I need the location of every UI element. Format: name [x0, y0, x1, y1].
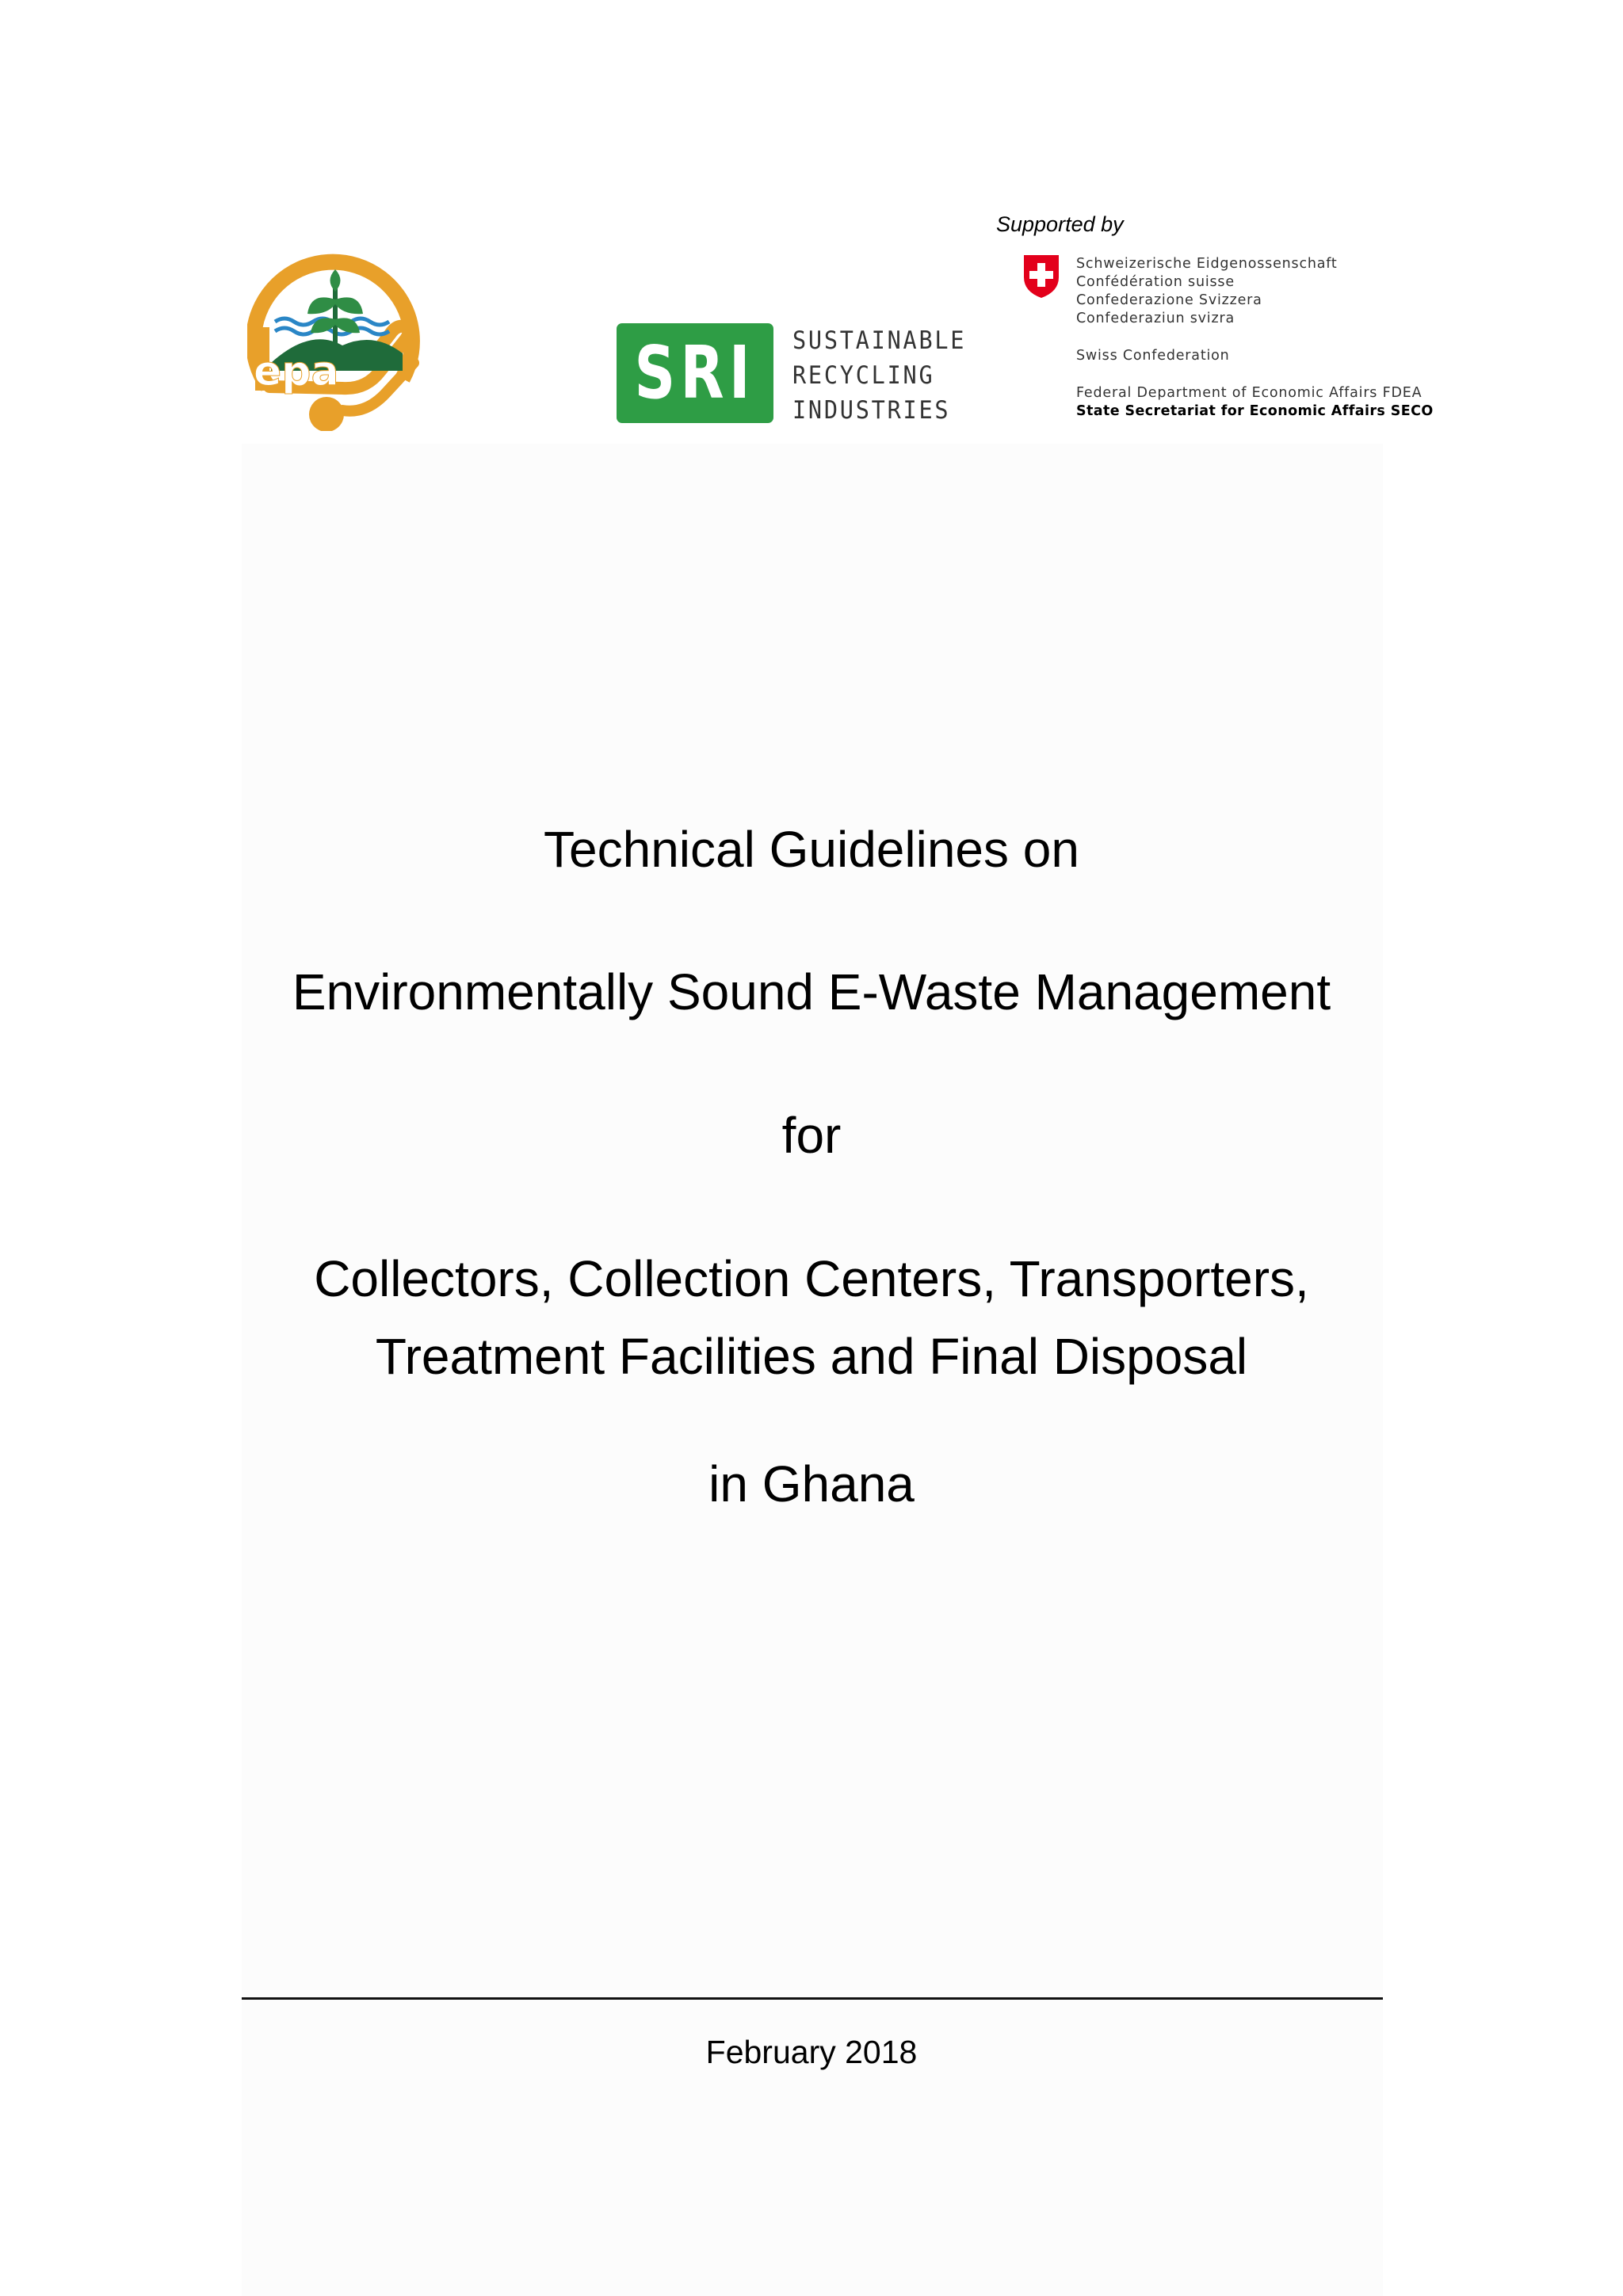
sri-mark [617, 323, 773, 423]
sri-word-2: RECYCLING [792, 361, 935, 390]
publication-date: February 2018 [705, 2034, 918, 2070]
footer-divider [242, 1997, 1383, 2000]
title-line-3: for [781, 1107, 842, 1164]
title-line-4: Collectors, Collection Centers, Transporters, [314, 1250, 1309, 1307]
swiss-line-fr: Confédération suisse [1076, 274, 1235, 290]
swiss-confederation-block [1076, 255, 1434, 421]
swiss-department: Federal Department of Economic Affairs FDEA [1076, 385, 1423, 401]
sri-mark-text: SRI [634, 330, 756, 415]
epa-logo [247, 252, 423, 431]
epa-logo-text: epa [254, 348, 339, 395]
supported-by-label: Supported by [996, 212, 1124, 236]
sri-logo [617, 322, 967, 425]
swiss-line-rm: Confederaziun svizra [1076, 311, 1235, 326]
sri-word-3: INDUSTRIES [792, 396, 951, 425]
title-line-2: Environmentally Sound E-Waste Management [292, 963, 1331, 1020]
title-line-1: Technical Guidelines on [544, 821, 1079, 878]
sri-wordmark [792, 323, 983, 428]
swiss-flag-icon [1022, 254, 1061, 299]
swiss-line-it: Confederazione Svizzera [1076, 292, 1262, 308]
swiss-line-de: Schweizerische Eidgenossenschaft [1076, 256, 1338, 272]
swiss-seco: State Secretariat for Economic Affairs SECO [1076, 403, 1434, 419]
swiss-line-en: Swiss Confederation [1076, 348, 1230, 364]
sri-word-1: SUSTAINABLE [792, 326, 967, 355]
title-line-6: in Ghana [708, 1455, 915, 1512]
title-line-5: Treatment Facilities and Final Disposal [375, 1328, 1248, 1385]
